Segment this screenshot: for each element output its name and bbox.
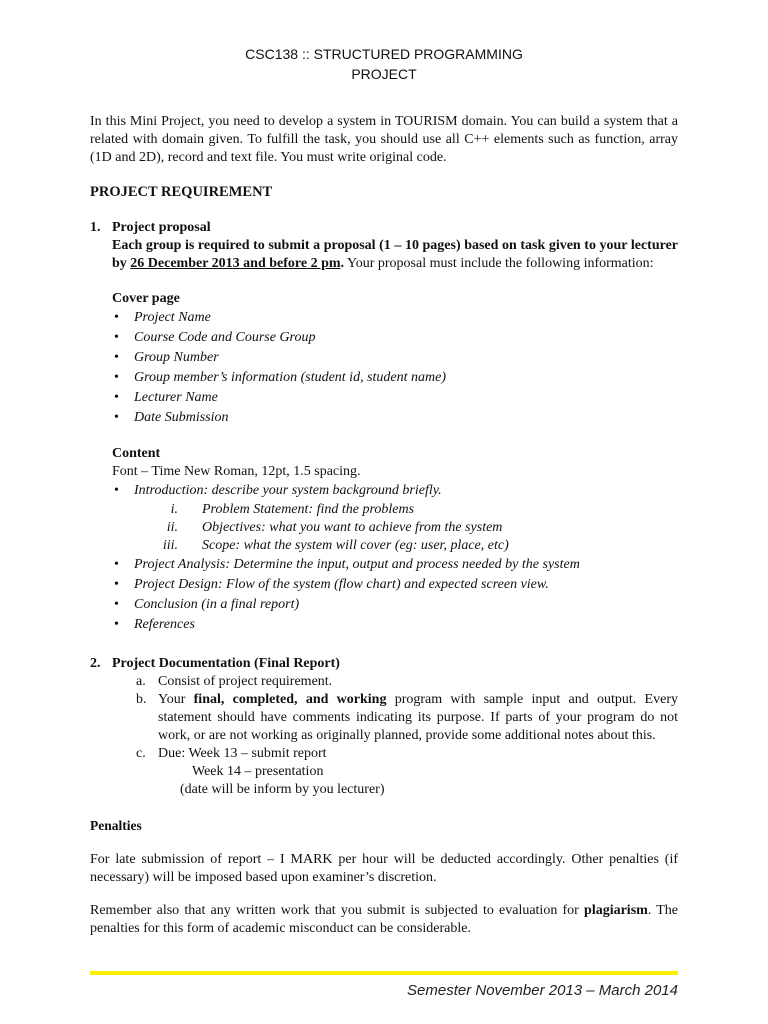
list-item: • Group member’s information (student id, student name) — [112, 368, 678, 388]
list-item — [112, 501, 678, 519]
list-item: • References — [112, 615, 678, 635]
item-text-pre: Your — [158, 692, 194, 707]
item-letter: b. — [136, 692, 147, 707]
content-heading: Content — [112, 446, 161, 461]
section-project-proposal — [90, 219, 678, 635]
sub-item-text: Scope: what the system will cover (eg: user, place, etc) — [202, 538, 509, 553]
list-item: • Date Submission — [112, 408, 678, 428]
list-item: • Lecturer Name — [112, 388, 678, 408]
roman-number: i. — [170, 502, 178, 517]
intro-sub-list — [112, 501, 678, 555]
footer-rule — [90, 971, 678, 975]
documentation-list — [90, 673, 678, 799]
font-requirement: Font – Time New Roman, 12pt, 1.5 spacing. — [112, 464, 361, 479]
roman-number: ii. — [166, 520, 178, 535]
section2-title: Project Documentation (Final Report) — [112, 656, 340, 671]
cover-page-block — [90, 290, 678, 428]
plagiarism-post: . The penalties for this form of academic misconduct can be considerable. — [90, 903, 679, 936]
penalties-heading: Penalties — [90, 818, 142, 833]
section1-number: 1. — [90, 220, 101, 235]
item-text: Consist of project requirement. — [158, 674, 333, 689]
section2-heading — [90, 655, 678, 673]
list-item: • Introduction: describe your system background briefly. — [112, 481, 678, 501]
document-page — [90, 44, 678, 938]
cover-page-heading: Cover page — [112, 291, 180, 306]
content-block — [90, 445, 678, 635]
item-letter: a. — [136, 674, 146, 689]
sub-item-text: Objectives: what you want to achieve from the system — [202, 520, 503, 535]
due-note: (date will be inform by you lecturer) — [180, 782, 385, 797]
document-title: PROJECT — [351, 66, 417, 82]
plagiarism-pre: Remember also that any written work that you submit is subjected to evaluation for — [90, 903, 585, 918]
item-text-bold: final, completed, and working — [193, 692, 387, 707]
content-list-continued — [112, 555, 678, 635]
penalties-paragraph-2 — [90, 902, 678, 938]
roman-number: iii. — [162, 538, 178, 553]
list-item: • Group Number — [112, 348, 678, 368]
content-list — [112, 481, 678, 501]
section2-number: 2. — [90, 656, 101, 671]
list-item: • Project Name — [112, 308, 678, 328]
intro-paragraph: In this Mini Project, you need to develop a system in TOURISM domain. You can build a system that a related with domain given. To fulfill the task, you should use all C++ elements such as function, array (1D and 2D), record and text file. You must write original code. — [90, 114, 678, 165]
plagiarism-bold: plagiarism — [584, 903, 648, 918]
cover-page-list — [112, 308, 678, 428]
list-item — [112, 673, 678, 691]
requirement-heading: PROJECT REQUIREMENT — [90, 184, 273, 200]
section1-heading — [90, 219, 678, 237]
list-item: • Conclusion (in a final report) — [112, 595, 678, 615]
footer-semester: Semester November 2013 – March 2014 — [407, 982, 678, 999]
due-week14: Week 14 – presentation — [192, 764, 324, 779]
course-title: CSC138 :: STRUCTURED PROGRAMMING — [245, 46, 523, 62]
proposal-rest: Your proposal must include the following information: — [344, 256, 654, 271]
penalties-paragraph-1: For late submission of report – I MARK per hour will be deducted accordingly. Other penalties (if necessary) will be imposed based upon examiner’s discretion. — [90, 852, 678, 885]
list-item — [112, 519, 678, 537]
section1-title: Project proposal — [112, 220, 211, 235]
due-week13: Due: Week 13 – submit report — [158, 746, 327, 761]
list-item — [112, 745, 678, 799]
item-letter: c. — [136, 746, 146, 761]
document-header — [90, 44, 678, 84]
proposal-deadline: 26 December 2013 and before 2 pm — [130, 256, 341, 271]
list-item: • Project Design: Flow of the system (flow chart) and expected screen view. — [112, 575, 678, 595]
list-item: • Course Code and Course Group — [112, 328, 678, 348]
proposal-dot: . — [340, 256, 345, 271]
list-item — [112, 537, 678, 555]
list-item: • Project Analysis: Determine the input, output and process needed by the system — [112, 555, 678, 575]
proposal-bold-text: Each group is required to submit a proposal (1 – 10 pages) based on task given to your lecturer by — [112, 238, 678, 271]
item-text-post: program with sample input and output. Every statement should have comments indicating its purpose. If parts of your program do not work, or are not working as originally planned, provide some additional notes about this. — [158, 692, 678, 743]
list-item — [112, 691, 678, 745]
proposal-instructions — [90, 237, 678, 273]
section-project-documentation — [90, 655, 678, 799]
sub-item-text: Problem Statement: find the problems — [202, 502, 415, 517]
